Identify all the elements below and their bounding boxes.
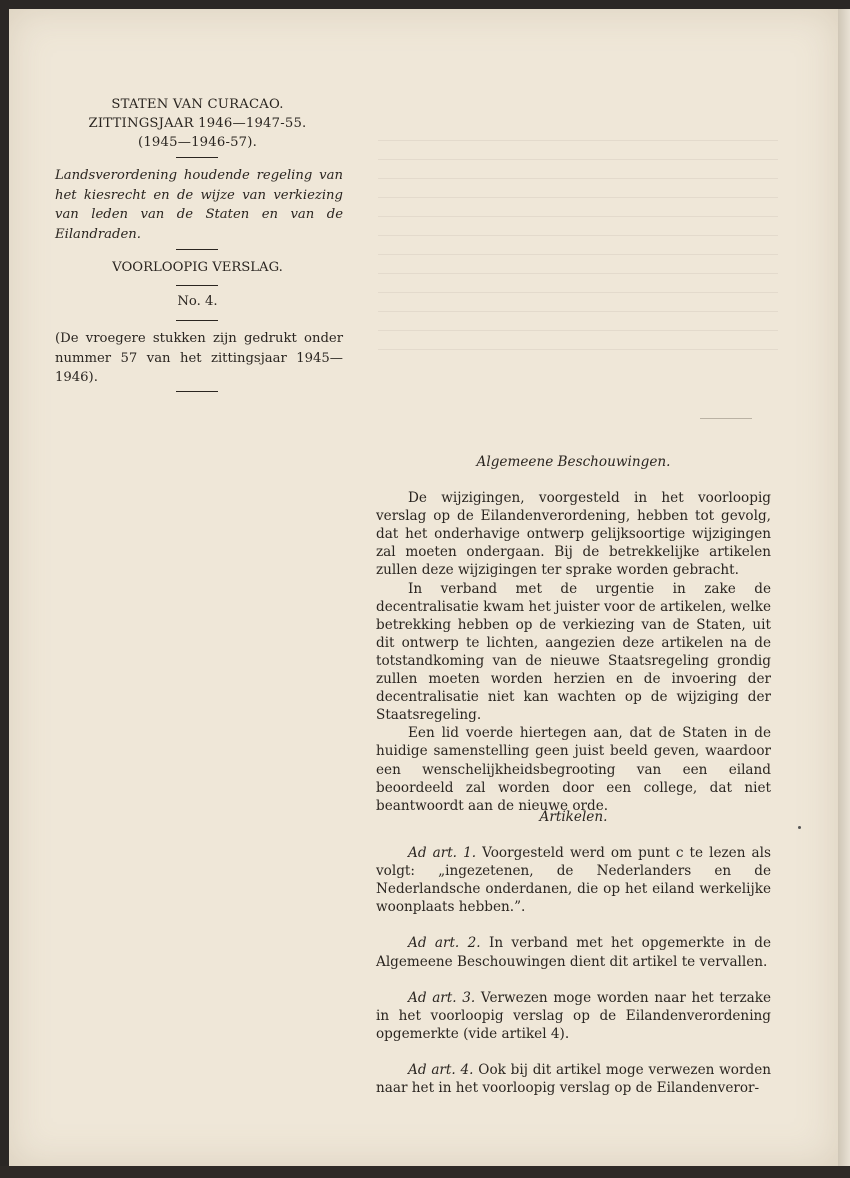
page-edge [838,9,850,1166]
paragraph: Een lid voerde hiertegen aan, dat de Staten in de huidige samenstelling geen juist beeld geven, waardoor een wenschelijkheidsbegrooting van een eiland beoordeeld zal worden door een college, dat niet beantwoordt aan de nieuwe orde. [376,725,771,814]
article-text: Voorgesteld werd om punt c te lezen als volgt: „ingezetenen, de Nederlanders en de Nederlandsche onderdanen, die op het eiland werkelijke woonplaats hebben.”. [376,845,771,916]
paragraph: De wijzigingen, voorgesteld in het voorloopig verslag op de Eilandenverordening, hebben tot gevolg, dat het onderhavige ontwerp gelijksoortige wijzigingen zal moeten ondergaan. Bij de betrekkelijke artikelen zullen deze wijzigingen ter sprake worden gebracht. [376,490,771,579]
ordinance-description: Landsverordening houdende regeling van het kiesrecht en de wijze van verkiezing van leden van de Staten en van de Eilandraden. [55,168,343,242]
article-2 [376,934,771,970]
article-label: Ad art. 3. [408,989,476,1006]
section-heading: Artikelen. [539,809,608,825]
article-label: Ad art. 4. [408,1061,474,1078]
article-text: Verwezen moge worden naar het terzake in het voorloopig verslag op de Eilandenverordening opgemerkte (vide artikel 4). [376,989,771,1042]
faint-rule [700,418,752,419]
section-heading: Algemeene Beschouwingen. [476,454,671,470]
divider [176,285,218,286]
article-4 [376,1061,771,1097]
document-number: No. 4. [177,294,218,309]
header-line-3: (1945—1946-57). [137,135,258,150]
divider [176,157,218,158]
articles-section [376,808,771,1097]
article-1 [376,844,771,916]
divider [176,249,218,250]
article-text: Ook bij dit artikel moge verwezen worden naar het in het voorloopig verslag op de Eilandenveror- [376,1061,771,1097]
divider [176,320,218,321]
article-label: Ad art. 1. [408,845,477,862]
article-label: Ad art. 2. [408,935,481,952]
document-header [45,95,350,152]
header-line-2: ZITTINGSJAAR 1946—1947-55. [88,116,307,131]
ink-speck [798,826,801,829]
paragraph: In verband met de urgentie in zake de decentralisatie kwam het juister voor de artikelen, welke betrekking hebben op de verkiezing van de Staten, uit dit ontwerp te lichten, aangezien deze artikelen na de totstandkoming van de nieuwe Staatsregeling grondig zullen moeten worden herzien en de invoering der decentralisatie niet kan wachten op de wijziging der Staatsregeling. [376,580,771,724]
header-line-1: STATEN VAN CURACAO. [111,97,284,112]
article-3 [376,989,771,1043]
report-title: VOORLOOPIG VERSLAG. [112,260,283,275]
general-section [376,453,771,815]
divider [176,391,218,392]
scan-border [0,1166,850,1178]
publication-note: (De vroegere stukken zijn gedrukt onder nummer 57 van het zittingsjaar 1945—1946). [55,331,343,385]
article-text: In verband met het opgemerkte in de Algemeene Beschouwingen dient dit artikel te vervallen. [376,935,771,970]
